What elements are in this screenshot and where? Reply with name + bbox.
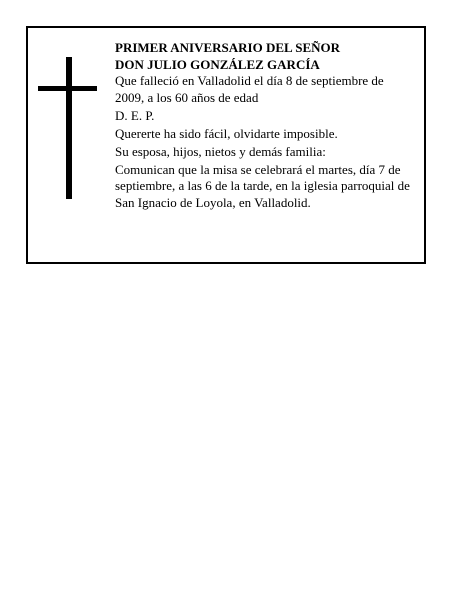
family-text: Su esposa, hijos, nietos y demás familia: bbox=[115, 143, 326, 159]
notice-text bbox=[115, 40, 415, 211]
dep-text: D. E. P. bbox=[115, 107, 155, 123]
quote-text: Quererte ha sido fácil, olvidarte imposible. bbox=[115, 125, 338, 141]
mass-info: Comunican que la misa se celebrará el martes, día 7 de septiembre, a las 6 de la tarde, en la iglesia parroquial de San Ignacio de Loyola, en Valladolid. bbox=[115, 161, 410, 210]
notice-title-line-1: PRIMER ANIVERSARIO DEL SEÑOR bbox=[115, 40, 341, 55]
notice-title-line-2: DON JULIO GONZÁLEZ GARCÍA bbox=[115, 56, 320, 72]
cross-vertical-bar bbox=[66, 57, 72, 199]
death-info: Que falleció en Valladolid el día 8 de septiembre de 2009, a los 60 años de edad bbox=[115, 73, 384, 105]
death-notice bbox=[26, 26, 426, 264]
cross-horizontal-bar bbox=[38, 86, 97, 91]
